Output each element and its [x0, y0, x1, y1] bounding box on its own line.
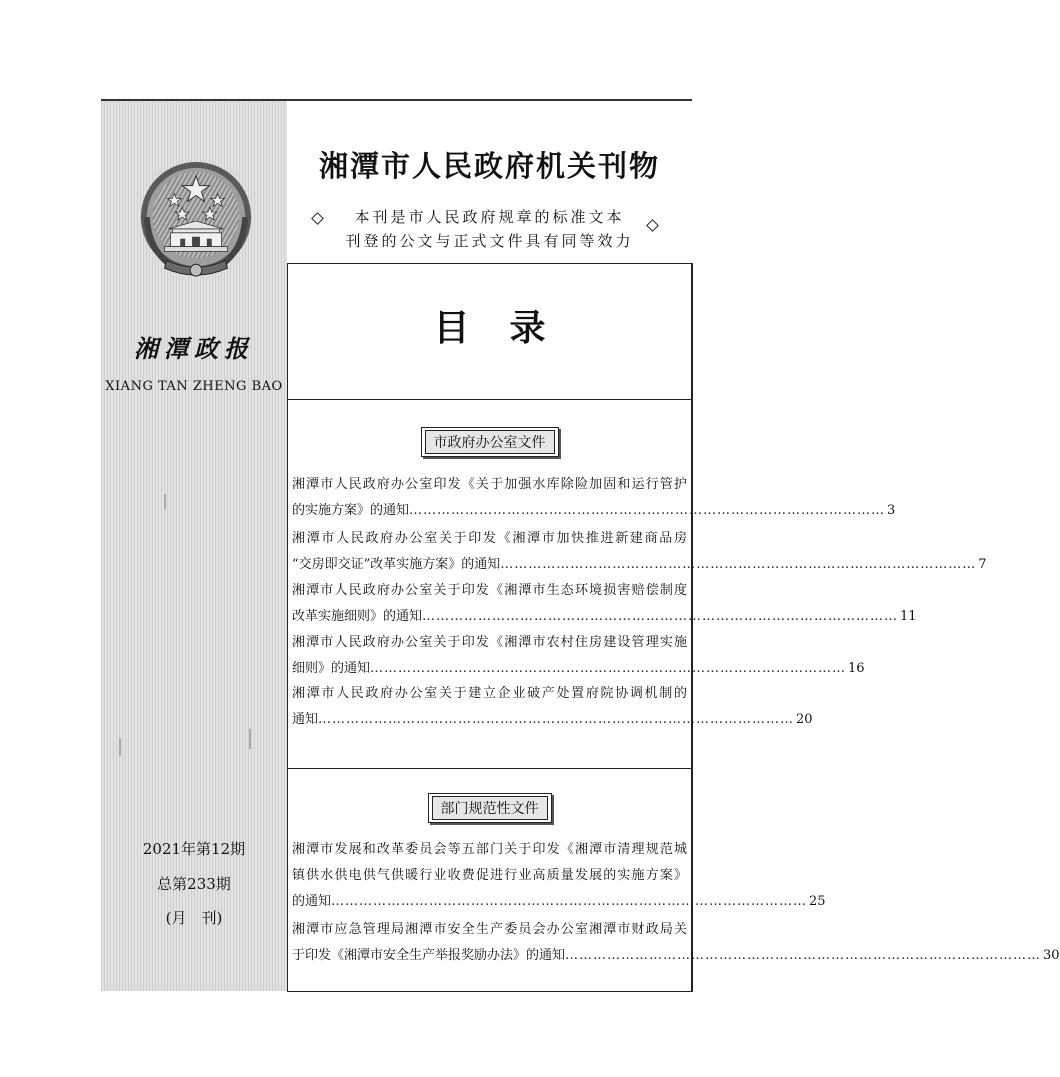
- toc-entry-title-cont: 的通知: [292, 894, 332, 909]
- toc-entry[interactable]: [292, 630, 865, 682]
- cover-sidebar: [101, 101, 287, 991]
- toc-title-box: [287, 263, 693, 400]
- issue-number: 2021年第12期: [142, 840, 246, 858]
- page-title: 湘潭市人民政府机关刊物: [318, 149, 660, 183]
- toc-entry[interactable]: [292, 837, 826, 915]
- leader-dots: …………………………………………………………………………………………: [565, 948, 1042, 963]
- national-emblem-icon: [137, 157, 255, 287]
- scan-mark: [164, 494, 166, 509]
- issue-total: 总第233期: [157, 875, 231, 893]
- publication-name: 湘潭政报: [134, 334, 254, 363]
- toc-page-number: 20: [796, 712, 813, 727]
- toc-page-number: 16: [848, 661, 865, 676]
- leader-dots: …………………………………………………………………………………………: [422, 609, 899, 624]
- toc-heading: 目录: [433, 307, 586, 349]
- leader-dots: …………………………………………………………………………………………: [318, 712, 795, 727]
- toc-entry[interactable]: [292, 578, 917, 630]
- toc-page-number: 11: [900, 609, 917, 624]
- toc-section-2: [287, 768, 1060, 992]
- tagline-line-1: 本刊是市人民政府规章的标准文本: [354, 208, 625, 226]
- toc-entry[interactable]: [292, 472, 896, 524]
- toc-page-number: 7: [978, 557, 987, 572]
- section-label: 部门规范性文件: [428, 793, 552, 823]
- toc-section-1: [287, 399, 987, 769]
- toc-entry-title: 湘潭市人民政府办公室关于印发《湘潭市加快推进新建商品房: [292, 531, 687, 546]
- toc-entry[interactable]: [292, 526, 987, 578]
- scan-mark: [119, 738, 121, 756]
- publication-pinyin: XIANG TAN ZHENG BAO: [105, 379, 283, 394]
- toc-entry-title-cont: 于印发《湘潭市安全生产举报奖励办法》的通知: [292, 948, 566, 963]
- section-label: 市政府办公室文件: [421, 427, 559, 457]
- toc-entry-title-cont: “交房即交证”改革实施方案》的通知: [292, 557, 501, 572]
- toc-entry[interactable]: [292, 681, 813, 733]
- toc-entry-title: 湘潭市人民政府办公室关于印发《湘潭市农村住房建设管理实施: [292, 635, 687, 650]
- tagline-line-2: 刊登的公文与正式文件具有同等效力: [345, 232, 634, 250]
- toc-entry-title-cont: 细则》的通知: [292, 661, 371, 676]
- toc-page-number: 3: [887, 503, 896, 518]
- toc-entry-title: 湘潭市发展和改革委员会等五部门关于印发《湘潭市清理规范城: [292, 842, 687, 857]
- toc-entry-title: 湘潭市人民政府办公室印发《关于加强水库除险加固和运行管护: [292, 477, 687, 492]
- leader-dots: …………………………………………………………………………………………: [409, 503, 886, 518]
- issue-frequency: (月 刊): [165, 909, 223, 927]
- toc-entry-title-cont: 改革实施细则》的通知: [292, 609, 423, 624]
- toc-entry-title-cont: 通知: [292, 712, 319, 727]
- toc-entry[interactable]: [292, 917, 1060, 969]
- leader-dots: …………………………………………………………………………………………: [331, 894, 808, 909]
- toc-page-number: 25: [809, 894, 826, 909]
- toc-entry-title-cont: 镇供水供电供气供暖行业收费促进行业高质量发展的实施方案》: [292, 868, 687, 883]
- leader-dots: …………………………………………………………………………………………: [370, 661, 847, 676]
- toc-entry-title: 湘潭市人民政府办公室关于印发《湘潭市生态环境损害赔偿制度: [292, 583, 687, 598]
- toc-entry-title: 湘潭市应急管理局湘潭市安全生产委员会办公室湘潭市财政局关: [292, 922, 687, 937]
- toc-entry-title-cont: 的实施方案》的通知: [292, 503, 410, 518]
- toc-page-number: 30: [1043, 948, 1060, 963]
- leader-dots: …………………………………………………………………………………………: [500, 557, 977, 572]
- toc-entry-title: 湘潭市人民政府办公室关于建立企业破产处置府院协调机制的: [292, 686, 687, 701]
- scan-mark: [249, 729, 251, 749]
